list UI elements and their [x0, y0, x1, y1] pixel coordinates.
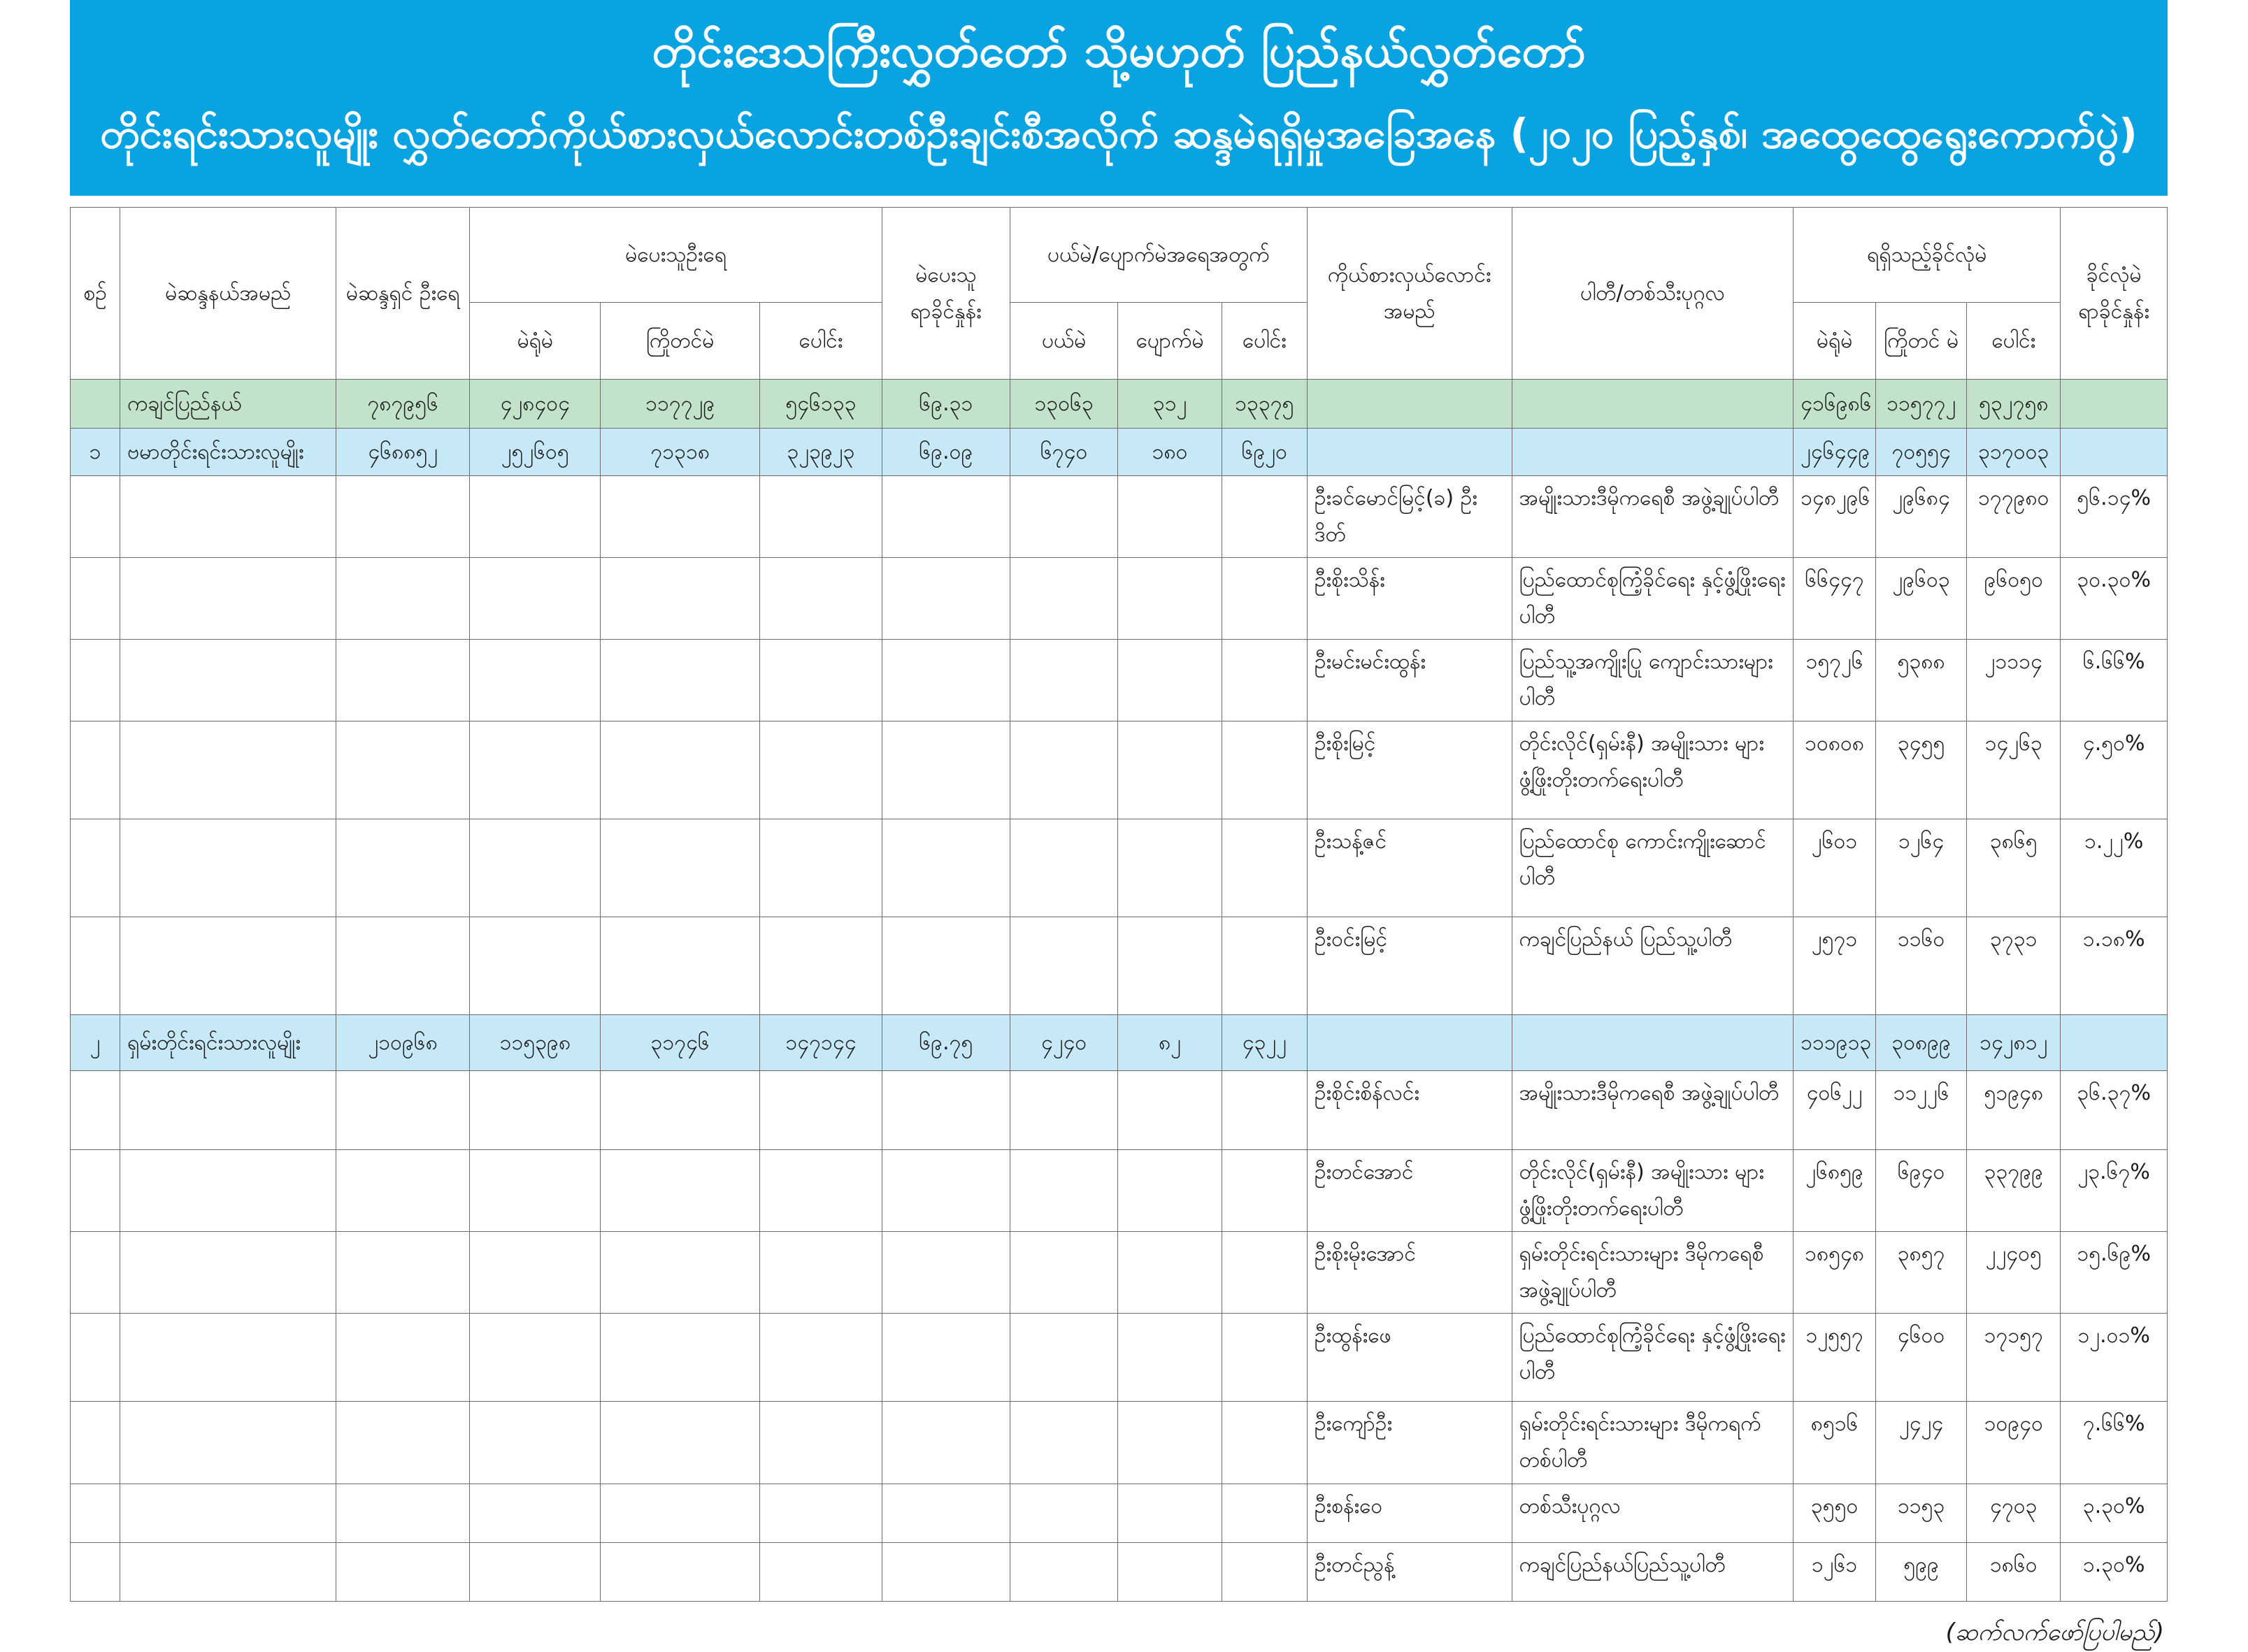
cell-valid-advance: ၆၉၄၀	[1876, 1150, 1967, 1232]
cell-constituency: ရှမ်းတိုင်းရင်းသားလူမျိုး	[120, 1015, 336, 1071]
cell-invalid-missing: ၁၈၀	[1118, 429, 1222, 476]
cell-party: ရှမ်းတိုင်းရင်းသားများ ဒီမိုကရက်တစ်ပါတီ	[1512, 1402, 1794, 1484]
cell-valid-booth: ၂၆၀၁	[1794, 819, 1876, 917]
cell-party: ပြည်ထောင်စု ကောင်းကျိုးဆောင်ပါတီ	[1512, 819, 1794, 917]
col-voters-total: ပေါင်း	[760, 303, 882, 380]
cell-valid-booth: ၁၁၁၉၁၃	[1794, 1015, 1876, 1071]
cell-valid-booth: ၄၁၆၉၈၆	[1794, 380, 1876, 429]
cell-valid-advance: ၁၂၆၄	[1876, 819, 1967, 917]
col-invalid-missing: ပျောက်မဲ	[1118, 303, 1222, 380]
cell-voters-total: ၃၂၃၉၂၃	[760, 429, 882, 476]
col-invalid-void: ပယ်မဲ	[1010, 303, 1118, 380]
cell-voters-advance: ၁၁၇၇၂၉	[601, 380, 760, 429]
cell-voters-booth: ၁၁၅၃၉၈	[470, 1015, 601, 1071]
cell-party	[1512, 380, 1794, 429]
title-line-1: တိုင်းဒေသကြီးလွှတ်တော် သို့မဟုတ် ပြည်နယ်လွှတ်တော်	[652, 24, 1586, 78]
cell-valid-total: ၁၀၉၄၀	[1967, 1402, 2061, 1484]
cell-valid-total: ၃၈၆၅	[1967, 819, 2061, 917]
candidate-row	[71, 1071, 2168, 1150]
cell-valid-advance: ၁၁၅၇၇၂	[1876, 380, 1967, 429]
cell-valid-advance: ၇၀၅၅၄	[1876, 429, 1967, 476]
col-constituency: မဲဆန္ဒနယ်အမည်	[120, 208, 336, 380]
col-voters-booth: မဲရုံမဲ	[470, 303, 601, 380]
cell-valid-advance: ၁၁၂၂၆	[1876, 1071, 1967, 1150]
col-invalid: ပယ်မဲ/ပျောက်မဲအရေအတွက်	[1010, 208, 1307, 303]
cell-valid-advance: ၄၆၀၀	[1876, 1314, 1967, 1402]
cell-candidate: ဦးတင်ညွန့်	[1307, 1543, 1512, 1602]
cell-valid-booth: ၁၂၅၅၇	[1794, 1314, 1876, 1402]
cell-voters-total: ၁၄၇၁၄၄	[760, 1015, 882, 1071]
col-turnout: မဲပေးသူ ရာခိုင်နှုန်း	[882, 208, 1010, 380]
cell-valid-pct	[2061, 429, 2168, 476]
cell-valid-booth: ၆၆၄၄၇	[1794, 558, 1876, 640]
col-candidate: ကိုယ်စားလှယ်လောင်း အမည်	[1307, 208, 1512, 380]
cell-candidate: ဦးစိုးမြင့်	[1307, 721, 1512, 819]
cell-valid-total: ၁၄၂၆၃	[1967, 721, 2061, 819]
cell-constituency: ကချင်ပြည်နယ်	[120, 380, 336, 429]
cell-party: ပြည်ထောင်စုကြံ့ခိုင်ရေး နှင့်ဖွံ့ဖြိုးရေးပါတီ	[1512, 1314, 1794, 1402]
cell-invalid-total: ၆၉၂၀	[1222, 429, 1307, 476]
results-table	[70, 207, 2168, 1602]
cell-valid-advance: ၁၁၆၀	[1876, 917, 1967, 1015]
cell-valid-booth: ၈၅၁၆	[1794, 1402, 1876, 1484]
cell-candidate	[1307, 429, 1512, 476]
cell-party: တိုင်းလိုင်(ရှမ်းနီ) အမျိုးသား များ ဖွံ့ဖြိုးတိုးတက်ရေးပါတီ	[1512, 721, 1794, 819]
cell-candidate	[1307, 1015, 1512, 1071]
cell-party: တိုင်းလိုင်(ရှမ်းနီ) အမျိုးသား များ ဖွံ့ဖြိုးတိုးတက်ရေးပါတီ	[1512, 1150, 1794, 1232]
cell-valid-pct: ၁၅.၆၉%	[2061, 1232, 2168, 1314]
cell-eligible: ၂၁၀၉၆၈	[336, 1015, 470, 1071]
col-voters: မဲပေးသူဦးရေ	[470, 208, 882, 303]
cell-valid-total: ၉၆၀၅၀	[1967, 558, 2061, 640]
cell-candidate: ဦးတင်အောင်	[1307, 1150, 1512, 1232]
cell-invalid-missing: ၃၁၂	[1118, 380, 1222, 429]
cell-party: ကချင်ပြည်နယ်ပြည်သူ့ပါတီ	[1512, 1543, 1794, 1602]
candidate-row	[71, 476, 2168, 558]
cell-voters-advance: ၇၁၃၁၈	[601, 429, 760, 476]
cell-valid-pct: ၃၆.၃၇%	[2061, 1071, 2168, 1150]
cell-candidate: ဦးစန်းဝေ	[1307, 1484, 1512, 1543]
cell-invalid-void: ၆၇၄၀	[1010, 429, 1118, 476]
candidate-row	[71, 1484, 2168, 1543]
cell-valid-total: ၁၇၇၉၈၀	[1967, 476, 2061, 558]
cell-candidate: ဦးထွန်းဖေ	[1307, 1314, 1512, 1402]
cell-valid-pct: ၅၆.၁၄%	[2061, 476, 2168, 558]
cell-turnout: ၆၉.၃၁	[882, 380, 1010, 429]
cell-party: တစ်သီးပုဂ္ဂလ	[1512, 1484, 1794, 1543]
cell-valid-advance: ၂၄၂၄	[1876, 1402, 1967, 1484]
cell-invalid-void: ၁၃၀၆၃	[1010, 380, 1118, 429]
cell-valid-total: ၅၁၉၄၈	[1967, 1071, 2061, 1150]
cell-valid-total: ၃၃၇၉၉	[1967, 1150, 2061, 1232]
cell-valid-advance: ၅၉၉	[1876, 1543, 1967, 1602]
cell-valid-total: ၃၇၃၁	[1967, 917, 2061, 1015]
state-row	[71, 429, 2168, 476]
cell-party	[1512, 429, 1794, 476]
cell-invalid-void: ၄၂၄၀	[1010, 1015, 1118, 1071]
cell-valid-pct: ၁.၃၀%	[2061, 1543, 2168, 1602]
candidate-row	[71, 819, 2168, 917]
col-no: စဉ်	[71, 208, 120, 380]
cell-valid-pct	[2061, 380, 2168, 429]
cell-turnout: ၆၉.၀၉	[882, 429, 1010, 476]
cell-valid-booth: ၁၈၅၄၈	[1794, 1232, 1876, 1314]
cell-party: ရှမ်းတိုင်းရင်းသားများ ဒီမိုကရေစီအဖွဲ့ချုပ်ပါတီ	[1512, 1232, 1794, 1314]
cell-eligible: ၄၆၈၈၅၂	[336, 429, 470, 476]
cell-valid-booth: ၁၂၆၁	[1794, 1543, 1876, 1602]
cell-valid-booth: ၂၅၇၁	[1794, 917, 1876, 1015]
cell-valid-advance: ၃၈၅၇	[1876, 1232, 1967, 1314]
cell-candidate	[1307, 380, 1512, 429]
cell-valid-booth: ၃၅၅၀	[1794, 1484, 1876, 1543]
cell-valid-advance: ၁၁၅၃	[1876, 1484, 1967, 1543]
col-valid-pct: ခိုင်လုံမဲ ရာခိုင်နှုန်း	[2061, 208, 2168, 380]
candidate-row	[71, 640, 2168, 721]
cell-eligible: ၇၈၇၉၅၆	[336, 380, 470, 429]
cell-valid-advance: ၂၉၆၀၃	[1876, 558, 1967, 640]
cell-valid-pct: ၄.၅၀%	[2061, 721, 2168, 819]
total-row	[71, 380, 2168, 429]
title-banner	[70, 0, 2168, 196]
cell-valid-advance: ၂၉၆၈၄	[1876, 476, 1967, 558]
col-eligible: မဲဆန္ဒရှင် ဦးရေ	[336, 208, 470, 380]
cell-valid-pct: ၆.၆၆%	[2061, 640, 2168, 721]
cell-valid-booth: ၁၅၇၂၆	[1794, 640, 1876, 721]
col-valid-total: ပေါင်း	[1967, 303, 2061, 380]
cell-party: ပြည်သူ့အကျိုးပြု ကျောင်းသားများပါတီ	[1512, 640, 1794, 721]
cell-turnout: ၆၉.၇၅	[882, 1015, 1010, 1071]
cell-invalid-missing: ၈၂	[1118, 1015, 1222, 1071]
cell-valid-pct: ၃.၃၀%	[2061, 1484, 2168, 1543]
cell-invalid-total: ၁၃၃၇၅	[1222, 380, 1307, 429]
cell-candidate: ဦးကျော်ဦး	[1307, 1402, 1512, 1484]
cell-voters-booth: ၄၂၈၄၀၄	[470, 380, 601, 429]
cell-valid-advance: ၃၀၈၉၉	[1876, 1015, 1967, 1071]
candidate-row	[71, 917, 2168, 1015]
cell-valid-pct: ၁.၁၈%	[2061, 917, 2168, 1015]
cell-valid-total: ၅၃၂၇၅၈	[1967, 380, 2061, 429]
cell-valid-booth: ၄၀၆၂၂	[1794, 1071, 1876, 1150]
cell-constituency: ဗမာတိုင်းရင်းသားလူမျိုး	[120, 429, 336, 476]
cell-no	[71, 380, 120, 429]
cell-valid-total: ၂၁၁၁၄	[1967, 640, 2061, 721]
candidate-row	[71, 558, 2168, 640]
cell-candidate: ဦးဝင်းမြင့်	[1307, 917, 1512, 1015]
candidate-row	[71, 1402, 2168, 1484]
cell-candidate: ဦးစိုးမိုးအောင်	[1307, 1232, 1512, 1314]
cell-valid-advance: ၃၄၅၅	[1876, 721, 1967, 819]
state-row	[71, 1015, 2168, 1071]
candidate-row	[71, 721, 2168, 819]
cell-invalid-total: ၄၃၂၂	[1222, 1015, 1307, 1071]
cell-valid-pct: ၁၂.၀၁%	[2061, 1314, 2168, 1402]
cell-voters-total: ၅၄၆၁၃၃	[760, 380, 882, 429]
cell-valid-pct	[2061, 1015, 2168, 1071]
cell-party: အမျိုးသားဒီမိုကရေစီ အဖွဲ့ချုပ်ပါတီ	[1512, 1071, 1794, 1150]
cell-valid-total: ၁၄၂၈၁၂	[1967, 1015, 2061, 1071]
cell-candidate: ဦးမင်းမင်းထွန်း	[1307, 640, 1512, 721]
col-party: ပါတီ/တစ်သီးပုဂ္ဂလ	[1512, 208, 1794, 380]
cell-valid-booth: ၂၄၆၄၄၉	[1794, 429, 1876, 476]
cell-valid-total: ၁၈၆၀	[1967, 1543, 2061, 1602]
candidate-row	[71, 1150, 2168, 1232]
cell-party: အမျိုးသားဒီမိုကရေစီ အဖွဲ့ချုပ်ပါတီ	[1512, 476, 1794, 558]
cell-no: ၁	[71, 429, 120, 476]
cell-candidate: ဦးစိုးသိန်း	[1307, 558, 1512, 640]
cell-valid-total: ၂၂၄၀၅	[1967, 1232, 2061, 1314]
candidate-row	[71, 1314, 2168, 1402]
cell-valid-pct: ၁.၂၂%	[2061, 819, 2168, 917]
title-line-2: တိုင်းရင်းသားလူမျိုး လွှတ်တော်ကိုယ်စားလှယ်လောင်းတစ်ဦးချင်းစီအလိုက် ဆန္ဒမဲရရှိမှုအခြေအနေ (၂၀၂၀ ပြည့်နှစ်၊ အထွေထွေရွေးကောက်ပွဲ)	[100, 110, 2138, 157]
cell-party: ကချင်ပြည်နယ် ပြည်သူ့ပါတီ	[1512, 917, 1794, 1015]
col-valid: ရရှိသည့်ခိုင်လုံမဲ	[1794, 208, 2061, 303]
cell-candidate: ဦးခင်မောင်မြင့်(ခ) ဦးဒိတ်	[1307, 476, 1512, 558]
cell-valid-total: ၁၇၁၅၇	[1967, 1314, 2061, 1402]
cell-valid-total: ၃၁၇၀၀၃	[1967, 429, 2061, 476]
cell-valid-advance: ၅၃၈၈	[1876, 640, 1967, 721]
cell-party: ပြည်ထောင်စုကြံ့ခိုင်ရေး နှင့်ဖွံ့ဖြိုးရေးပါတီ	[1512, 558, 1794, 640]
cell-valid-booth: ၁၀၈၀၈	[1794, 721, 1876, 819]
cell-valid-booth: ၁၄၈၂၉၆	[1794, 476, 1876, 558]
cell-voters-advance: ၃၁၇၄၆	[601, 1015, 760, 1071]
col-voters-advance: ကြိုတင်မဲ	[601, 303, 760, 380]
cell-valid-booth: ၂၆၈၅၉	[1794, 1150, 1876, 1232]
cell-valid-total: ၄၇၀၃	[1967, 1484, 2061, 1543]
cell-valid-pct: ၃၀.၃၀%	[2061, 558, 2168, 640]
col-valid-advance: ကြိုတင် မဲ	[1876, 303, 1967, 380]
cell-no: ၂	[71, 1015, 120, 1071]
candidate-row	[71, 1232, 2168, 1314]
cell-valid-pct: ၇.၆၆%	[2061, 1402, 2168, 1484]
candidate-row	[71, 1543, 2168, 1602]
continued-note: (ဆက်လက်ဖော်ပြပါမည်)	[1945, 1618, 2164, 1646]
cell-valid-pct: ၂၃.၆၇%	[2061, 1150, 2168, 1232]
col-invalid-total: ပေါင်း	[1222, 303, 1307, 380]
cell-candidate: ဦးသန့်ဇင်	[1307, 819, 1512, 917]
cell-candidate: ဦးစိုင်းစိန်လင်း	[1307, 1071, 1512, 1150]
cell-party	[1512, 1015, 1794, 1071]
col-valid-booth: မဲရုံမဲ	[1794, 303, 1876, 380]
cell-voters-booth: ၂၅၂၆၀၅	[470, 429, 601, 476]
